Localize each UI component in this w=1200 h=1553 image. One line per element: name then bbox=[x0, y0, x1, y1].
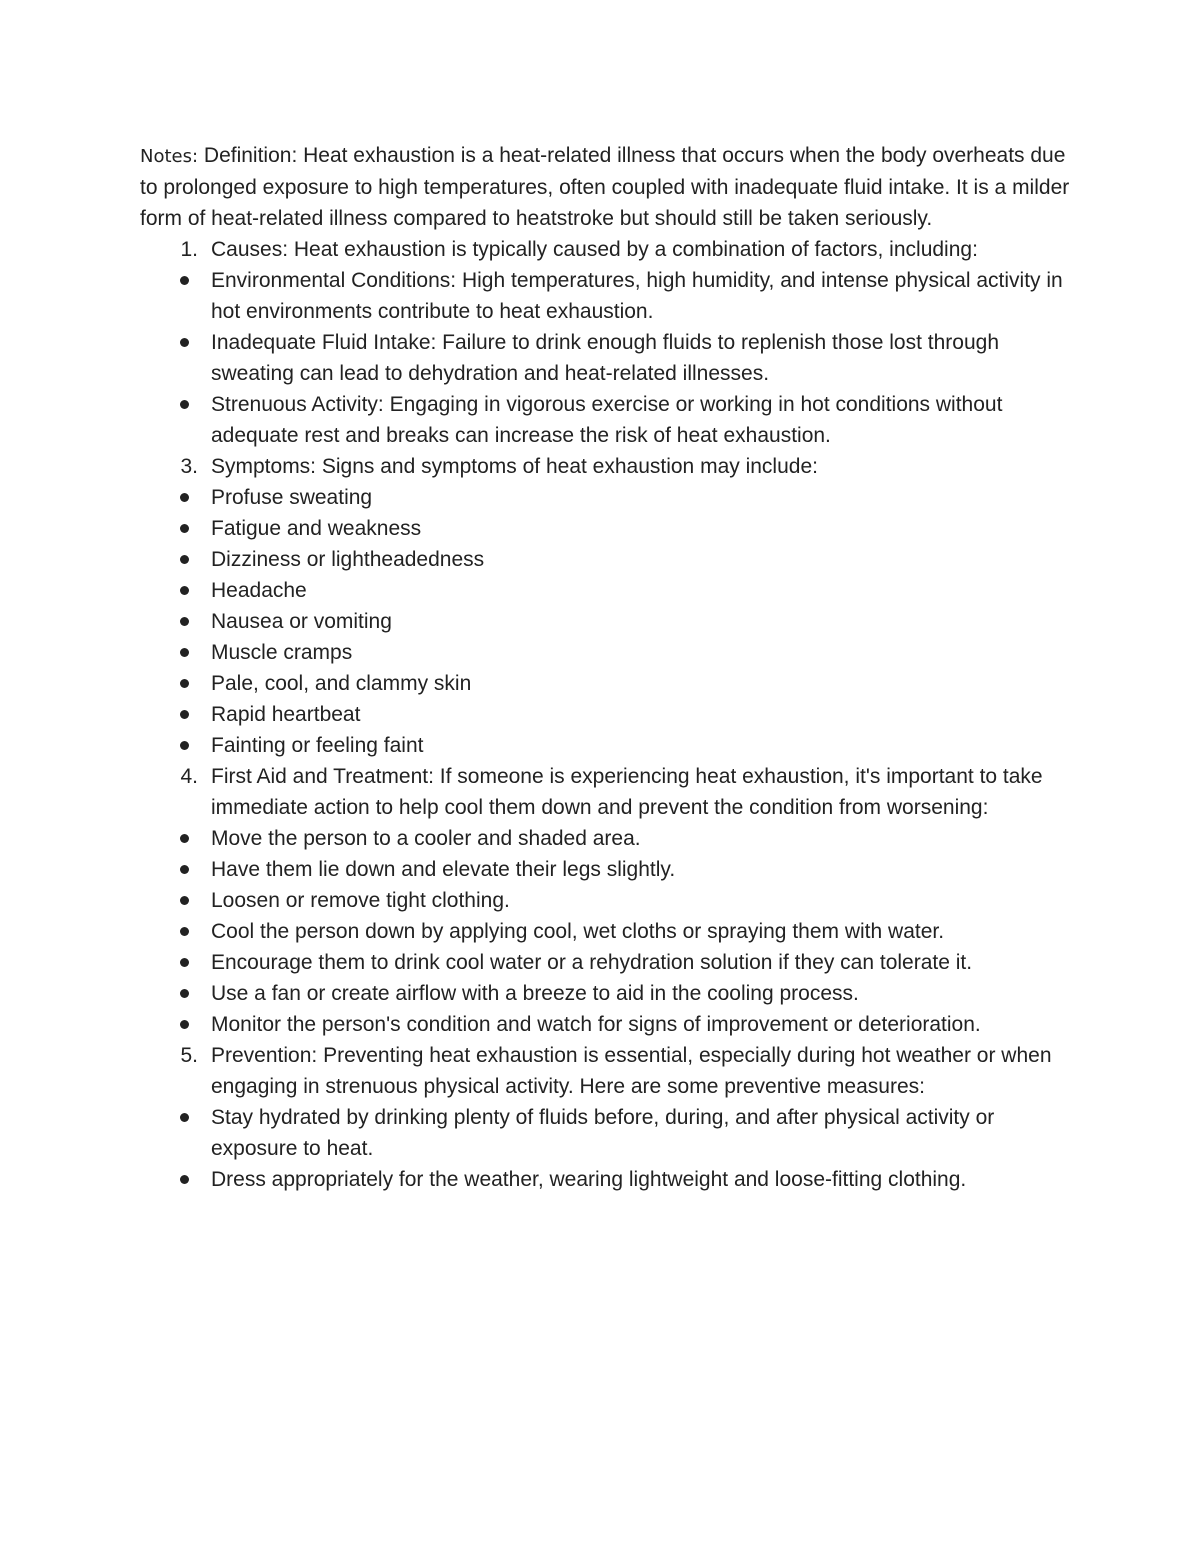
bullet-item bbox=[140, 947, 1070, 978]
item-number: 3. bbox=[180, 455, 198, 478]
bullet-item bbox=[140, 606, 1070, 637]
bullet-item bbox=[140, 730, 1070, 761]
numbered-item bbox=[140, 1040, 1070, 1102]
bullet-icon bbox=[180, 524, 189, 533]
bullet-icon bbox=[180, 710, 189, 719]
bullet-item bbox=[140, 544, 1070, 575]
bullet-icon bbox=[180, 865, 189, 874]
item-text: Headache bbox=[211, 579, 307, 602]
bullet-item bbox=[140, 916, 1070, 947]
bullet-icon bbox=[180, 834, 189, 843]
item-text: Monitor the person's condition and watch for signs of improvement or deterioration. bbox=[211, 1013, 981, 1036]
item-text: Symptoms: Signs and symptoms of heat exhaustion may include: bbox=[211, 455, 818, 478]
bullet-icon bbox=[180, 896, 189, 905]
bullet-item bbox=[140, 1164, 1070, 1195]
bullet-icon bbox=[180, 555, 189, 564]
bullet-icon bbox=[180, 1020, 189, 1029]
item-text: Stay hydrated by drinking plenty of fluids before, during, and after physical activity or exposure to heat. bbox=[211, 1106, 995, 1160]
bullet-item bbox=[140, 854, 1070, 885]
bullet-icon bbox=[180, 648, 189, 657]
bullet-item bbox=[140, 885, 1070, 916]
item-text: Fatigue and weakness bbox=[211, 517, 422, 540]
bullet-item bbox=[140, 265, 1070, 327]
item-text: Encourage them to drink cool water or a rehydration solution if they can tolerate it. bbox=[211, 951, 973, 974]
bullet-icon bbox=[180, 338, 189, 347]
bullet-icon bbox=[180, 679, 189, 688]
bullet-icon bbox=[180, 400, 189, 409]
bullet-item bbox=[140, 389, 1070, 451]
numbered-item bbox=[140, 451, 1070, 482]
bullet-icon bbox=[180, 493, 189, 502]
item-text: Cool the person down by applying cool, wet cloths or spraying them with water. bbox=[211, 920, 945, 943]
item-text: Pale, cool, and clammy skin bbox=[211, 672, 472, 695]
bullet-icon bbox=[180, 989, 189, 998]
bullet-item bbox=[140, 668, 1070, 699]
item-text: Use a fan or create airflow with a breeze to aid in the cooling process. bbox=[211, 982, 859, 1005]
item-text: Loosen or remove tight clothing. bbox=[211, 889, 510, 912]
bullet-item bbox=[140, 1102, 1070, 1164]
bullet-item bbox=[140, 327, 1070, 389]
bullet-item bbox=[140, 575, 1070, 606]
bullet-item bbox=[140, 513, 1070, 544]
item-text: Dress appropriately for the weather, wearing lightweight and loose-fitting clothing. bbox=[211, 1168, 967, 1191]
bullet-icon bbox=[180, 958, 189, 967]
item-text: Fainting or feeling faint bbox=[211, 734, 424, 757]
item-number: 5. bbox=[180, 1044, 198, 1067]
definition-text: Definition: Heat exhaustion is a heat-related illness that occurs when the body overheats due to prolonged exposure to high temperatures, often coupled with inadequate fluid intake. It is a milder form of heat-related illness compared to heatstroke but should still be taken seriously. bbox=[140, 144, 1070, 230]
bullet-item bbox=[140, 1009, 1070, 1040]
numbered-item bbox=[140, 234, 1070, 265]
bullet-icon bbox=[180, 1113, 189, 1122]
bullet-icon bbox=[180, 276, 189, 285]
item-text: Environmental Conditions: High temperatures, high humidity, and intense physical activity in hot environments contribute to heat exhaustion. bbox=[211, 269, 1063, 323]
item-number: 4. bbox=[180, 765, 198, 788]
numbered-item bbox=[140, 761, 1070, 823]
definition-paragraph bbox=[140, 140, 1070, 234]
item-text: Causes: Heat exhaustion is typically caused by a combination of factors, including: bbox=[211, 238, 978, 261]
item-text: Nausea or vomiting bbox=[211, 610, 392, 633]
item-text: Strenuous Activity: Engaging in vigorous exercise or working in hot conditions without adequate rest and breaks can increase the risk of heat exhaustion. bbox=[211, 393, 1003, 447]
item-text: Profuse sweating bbox=[211, 486, 373, 509]
bullet-item bbox=[140, 978, 1070, 1009]
bullet-icon bbox=[180, 617, 189, 626]
bullet-item bbox=[140, 482, 1070, 513]
document-page bbox=[140, 140, 1070, 1195]
bullet-item bbox=[140, 823, 1070, 854]
item-text: Rapid heartbeat bbox=[211, 703, 361, 726]
item-text: Inadequate Fluid Intake: Failure to drink enough fluids to replenish those lost through sweating can lead to dehydration and heat-related illnesses. bbox=[211, 331, 1000, 385]
item-text: Dizziness or lightheadedness bbox=[211, 548, 485, 571]
notes-list bbox=[140, 234, 1070, 1195]
bullet-item bbox=[140, 637, 1070, 668]
item-text: Muscle cramps bbox=[211, 641, 353, 664]
bullet-icon bbox=[180, 741, 189, 750]
notes-label: Notes: bbox=[140, 146, 199, 167]
bullet-icon bbox=[180, 586, 189, 595]
item-text: First Aid and Treatment: If someone is experiencing heat exhaustion, it's important to take immediate action to help cool them down and prevent the condition from worsening: bbox=[211, 765, 1043, 819]
item-number: 1. bbox=[180, 238, 198, 261]
item-text: Move the person to a cooler and shaded area. bbox=[211, 827, 641, 850]
item-text: Have them lie down and elevate their legs slightly. bbox=[211, 858, 676, 881]
bullet-icon bbox=[180, 927, 189, 936]
item-text: Prevention: Preventing heat exhaustion is essential, especially during hot weather or when engaging in strenuous physical activity. Here are some preventive measures: bbox=[211, 1044, 1052, 1098]
bullet-icon bbox=[180, 1175, 189, 1184]
bullet-item bbox=[140, 699, 1070, 730]
